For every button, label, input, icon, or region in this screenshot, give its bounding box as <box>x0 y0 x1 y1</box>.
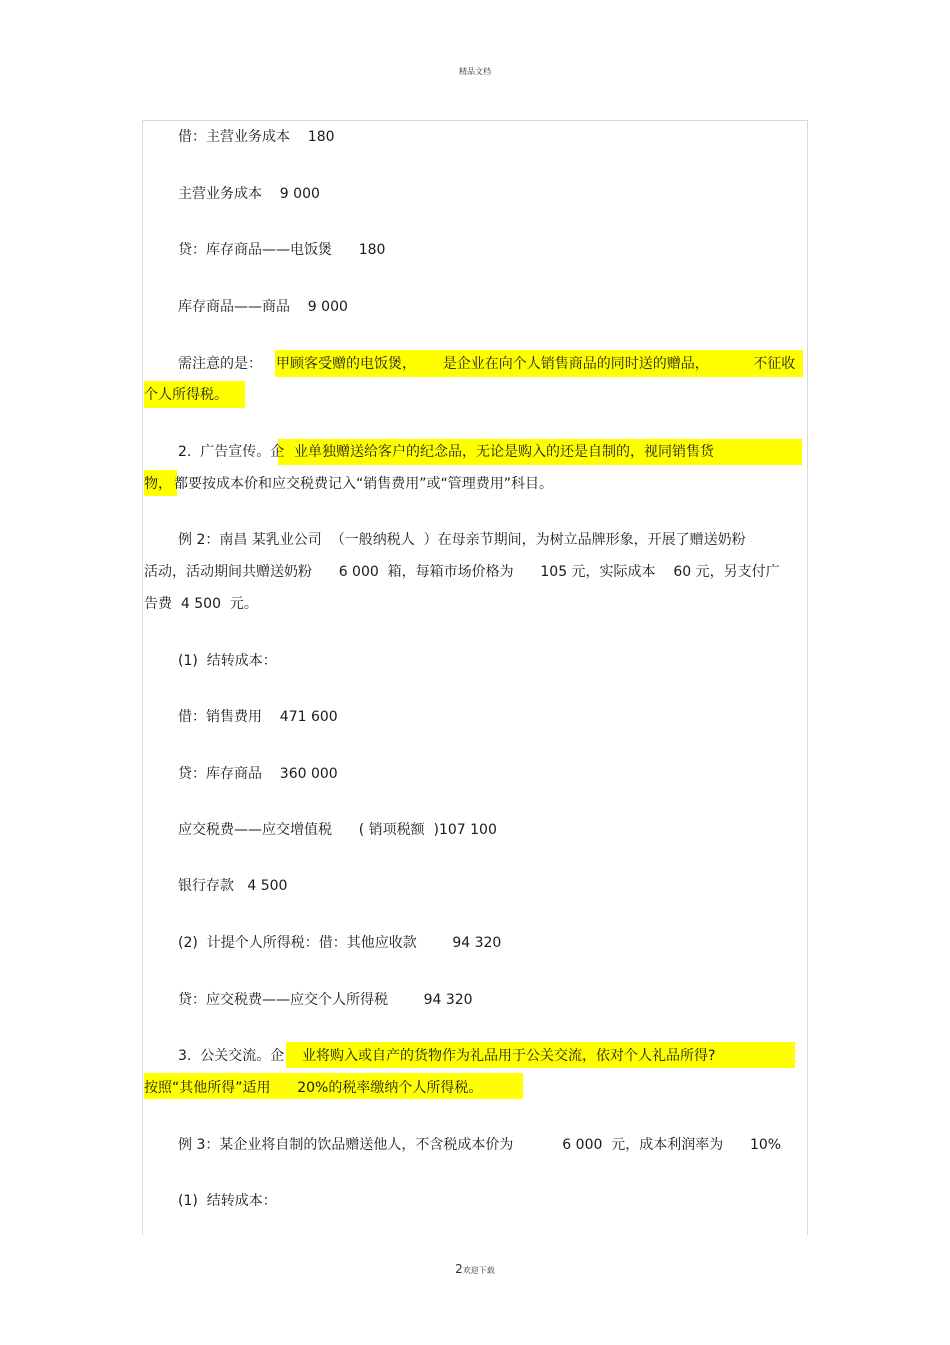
text-line: 应交税费——应交增值税 ( 销项税额 )107 100 <box>178 822 497 838</box>
text-line: 借：销售费用 471 600 <box>178 709 338 725</box>
text-line: 需注意的是： <box>178 356 262 372</box>
text-line: 银行存款 4 500 <box>178 878 288 894</box>
page-header: 精品文档 <box>459 67 491 76</box>
highlighted-text: 按照“其他所得”适用 20%的税率缴纳个人所得税。 <box>144 1080 483 1096</box>
footer-text: 欢迎下载 <box>462 1266 495 1275</box>
page-footer <box>0 1262 950 1276</box>
text-line: 贷：库存商品 360 000 <box>178 766 338 782</box>
page-number: 2 <box>455 1262 463 1276</box>
highlighted-text: 物， <box>144 476 172 492</box>
text-line: 都要按成本价和应交税费记入“销售费用”或“管理费用”科目。 <box>174 476 554 492</box>
text-line: (1) 结转成本： <box>178 653 277 669</box>
text-line: 贷：库存商品——电饭煲 180 <box>178 242 386 258</box>
text-line: 活动，活动期间共赠送奶粉 6 000 箱，每箱市场价格为 105 元，实际成本 60 元，另支付广 <box>144 564 780 580</box>
text-line: 贷：应交税费——应交个人所得税 94 320 <box>178 992 473 1008</box>
text-line: 例 2：南昌 某乳业公司 （一般纳税人 ）在母亲节期间，为树立品牌形象，开展了赠送奶粉 <box>178 532 746 548</box>
text-line: 3. 公关交流。企 <box>178 1048 285 1064</box>
text-line: 库存商品——商品 9 000 <box>178 299 348 315</box>
text-line: 2. 广告宣传。企 <box>178 444 285 460</box>
highlighted-text: 个人所得税。 <box>144 387 228 403</box>
text-line: 主营业务成本 9 000 <box>178 186 320 202</box>
text-line: (1) 结转成本： <box>178 1193 277 1209</box>
text-line: 例 3：某企业将自制的饮品赠送他人，不含税成本价为 6 000 元，成本利润率为 10% <box>178 1137 782 1153</box>
highlighted-text: 甲顾客受赠的电饭煲， 是企业在向个人销售商品的同时送的赠品， 不征收 <box>276 356 796 372</box>
highlighted-text: 业单独赠送给客户的纪念品，无论是购入的还是自制的，视同销售货 <box>294 444 714 460</box>
text-line: 告费 4 500 元。 <box>144 596 258 612</box>
text-line: (2) 计提个人所得税：借：其他应收款 94 320 <box>178 935 502 951</box>
highlighted-text: 业将购入或自产的货物作为礼品用于公关交流，依对个人礼品所得? <box>302 1048 716 1064</box>
text-line: 借：主营业务成本 180 <box>178 129 335 145</box>
